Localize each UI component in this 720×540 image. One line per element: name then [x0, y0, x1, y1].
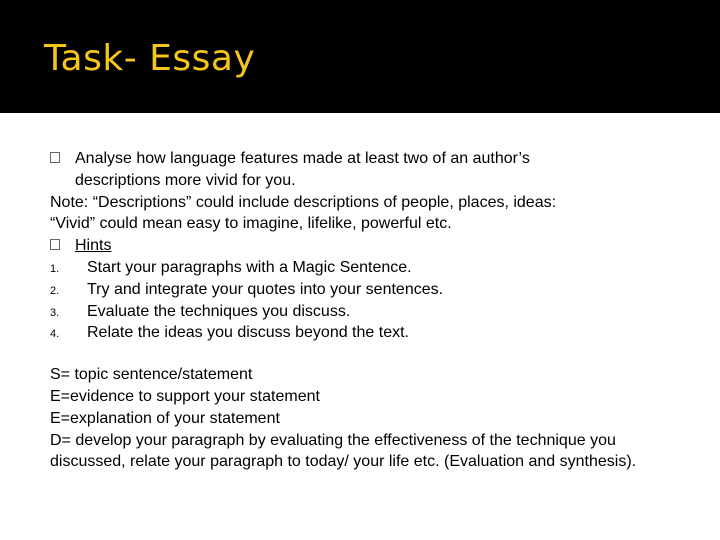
- seed-s: S= topic sentence/statement: [50, 366, 253, 384]
- hint-item: [50, 257, 690, 279]
- hint-text: Try and integrate your quotes into your sentences.: [87, 280, 444, 298]
- seed-e1: E=evidence to support your statement: [50, 387, 320, 405]
- title-bar: [0, 0, 720, 113]
- hint-text: Relate the ideas you discuss beyond the text.: [87, 324, 409, 342]
- hint-number: 4.: [50, 328, 60, 341]
- seed-e2: E=explanation of your statement: [50, 409, 280, 427]
- hint-item: [50, 301, 690, 323]
- checkbox-bullet-icon: [50, 152, 60, 163]
- bullet-text-line2: descriptions more vivid for you.: [75, 171, 296, 189]
- seed-d: D= develop your paragraph by evaluating the effectiveness of the technique you discussed, relate your paragraph to today/ your life etc. (Evaluation and synthesis).: [50, 431, 637, 471]
- checkbox-bullet-icon: [50, 239, 60, 250]
- hint-number: 1.: [50, 262, 60, 275]
- spacer: [50, 344, 690, 364]
- hint-text: Evaluate the techniques you discuss.: [87, 302, 351, 320]
- note-line2: “Vivid” could mean easy to imagine, lifelike, powerful etc.: [50, 215, 452, 233]
- hint-text: Start your paragraphs with a Magic Sentence.: [87, 258, 412, 276]
- hint-item: [50, 279, 690, 301]
- note-line1: Note: “Descriptions” could include descriptions of people, places, ideas:: [50, 193, 557, 211]
- hints-label: Hints: [75, 237, 112, 255]
- hint-number: 3.: [50, 306, 60, 319]
- slide-body: [50, 148, 690, 473]
- hint-number: 2.: [50, 284, 60, 297]
- bullet-item-analyse: [50, 148, 690, 170]
- bullet-text-line1: Analyse how language features made at least two of an author’s: [75, 150, 530, 167]
- slide-title: Task- Essay: [44, 38, 256, 79]
- bullet-item-hints: [50, 235, 690, 257]
- hint-item: [50, 322, 690, 344]
